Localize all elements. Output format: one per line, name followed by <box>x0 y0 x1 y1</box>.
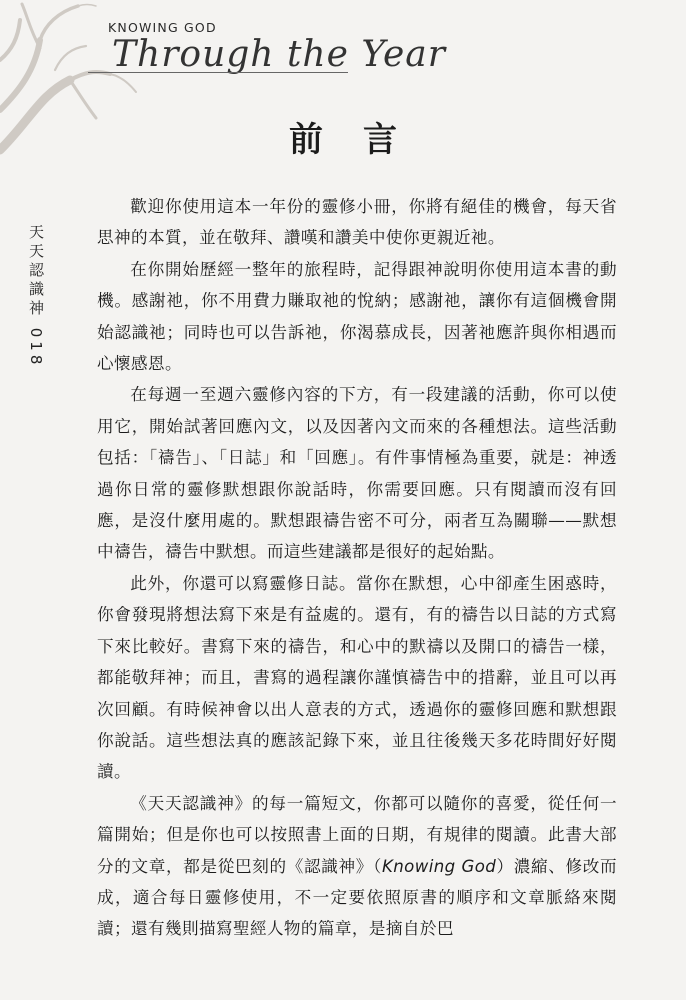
paragraph <box>97 788 617 945</box>
paragraph: 此外，你還可以寫靈修日誌。當你在默想，心中卻產生困惑時，你會發現將想法寫下來是有益處的。還有，有的禱告以日誌的方式寫下來比較好。書寫下來的禱告，和心中的默禱以及開口的禱告一樣，都能敬拜神；而且，書寫的過程讓你謹慎禱告中的措辭，並且可以再次回顧。有時候神會以出人意表的方式，透過你的靈修回應和默想跟你說話。這些想法真的應該記錄下來，並且往後幾天多花時間好好閱讀。 <box>97 573 617 782</box>
paragraph: 在每週一至週六靈修內容的下方，有一段建議的活動，你可以使用它，開始試著回應內文，以及因著內文而來的各種想法。這些活動包括：「禱告」、「日誌」和「回應」。有件事情極為重要，就是：神透過你日常的靈修默想跟你說話時，你需要回應。只有閱讀而沒有回應，是沒什麼用處的。默想跟禱告密不可分，兩者互為關聯——默想中禱告，禱告中默想。而這些建議都是很好的起始點。 <box>97 385 617 562</box>
paragraph: 在你開始歷經一整年的旅程時，記得跟神說明你使用這本書的動機。感謝祂，你不用費力賺取祂的悅納；感謝祂，讓你有這個機會開始認識祂；同時也可以告訴祂，你渴慕成長，因著祂應許與你相遇而心懷感恩。 <box>97 259 617 374</box>
english-book-title: Knowing God <box>381 856 497 876</box>
paragraph: 歡迎你使用這本一年份的靈修小冊，你將有絕佳的機會，每天省思神的本質，並在敬拜、讚嘆和讚美中使你更親近祂。 <box>97 197 617 248</box>
paragraph-text: 《天天認識神》的每一篇短文，你都可以隨你的喜愛，從任何一篇開始；但是你也可以按照書上面的日期，有規律的閱讀。此書大部分的文章，都是從巴刻的《認識神》（ <box>97 793 617 876</box>
series-subtitle: Through the Year <box>112 34 446 75</box>
paragraph-text: ）濃縮、修改而成，適合每日靈修使用，不一定要依照原書的順序和文章脈絡來閱讀；還有幾則描寫聖經人物的篇章，是摘自於巴 <box>97 856 617 939</box>
series-name: KNOWING GOD <box>108 20 217 35</box>
header-rule <box>88 72 348 73</box>
body-text <box>97 191 617 945</box>
running-footer-page-number: 天天認識神 018 <box>27 224 45 369</box>
page-title: 前言 <box>289 120 437 160</box>
